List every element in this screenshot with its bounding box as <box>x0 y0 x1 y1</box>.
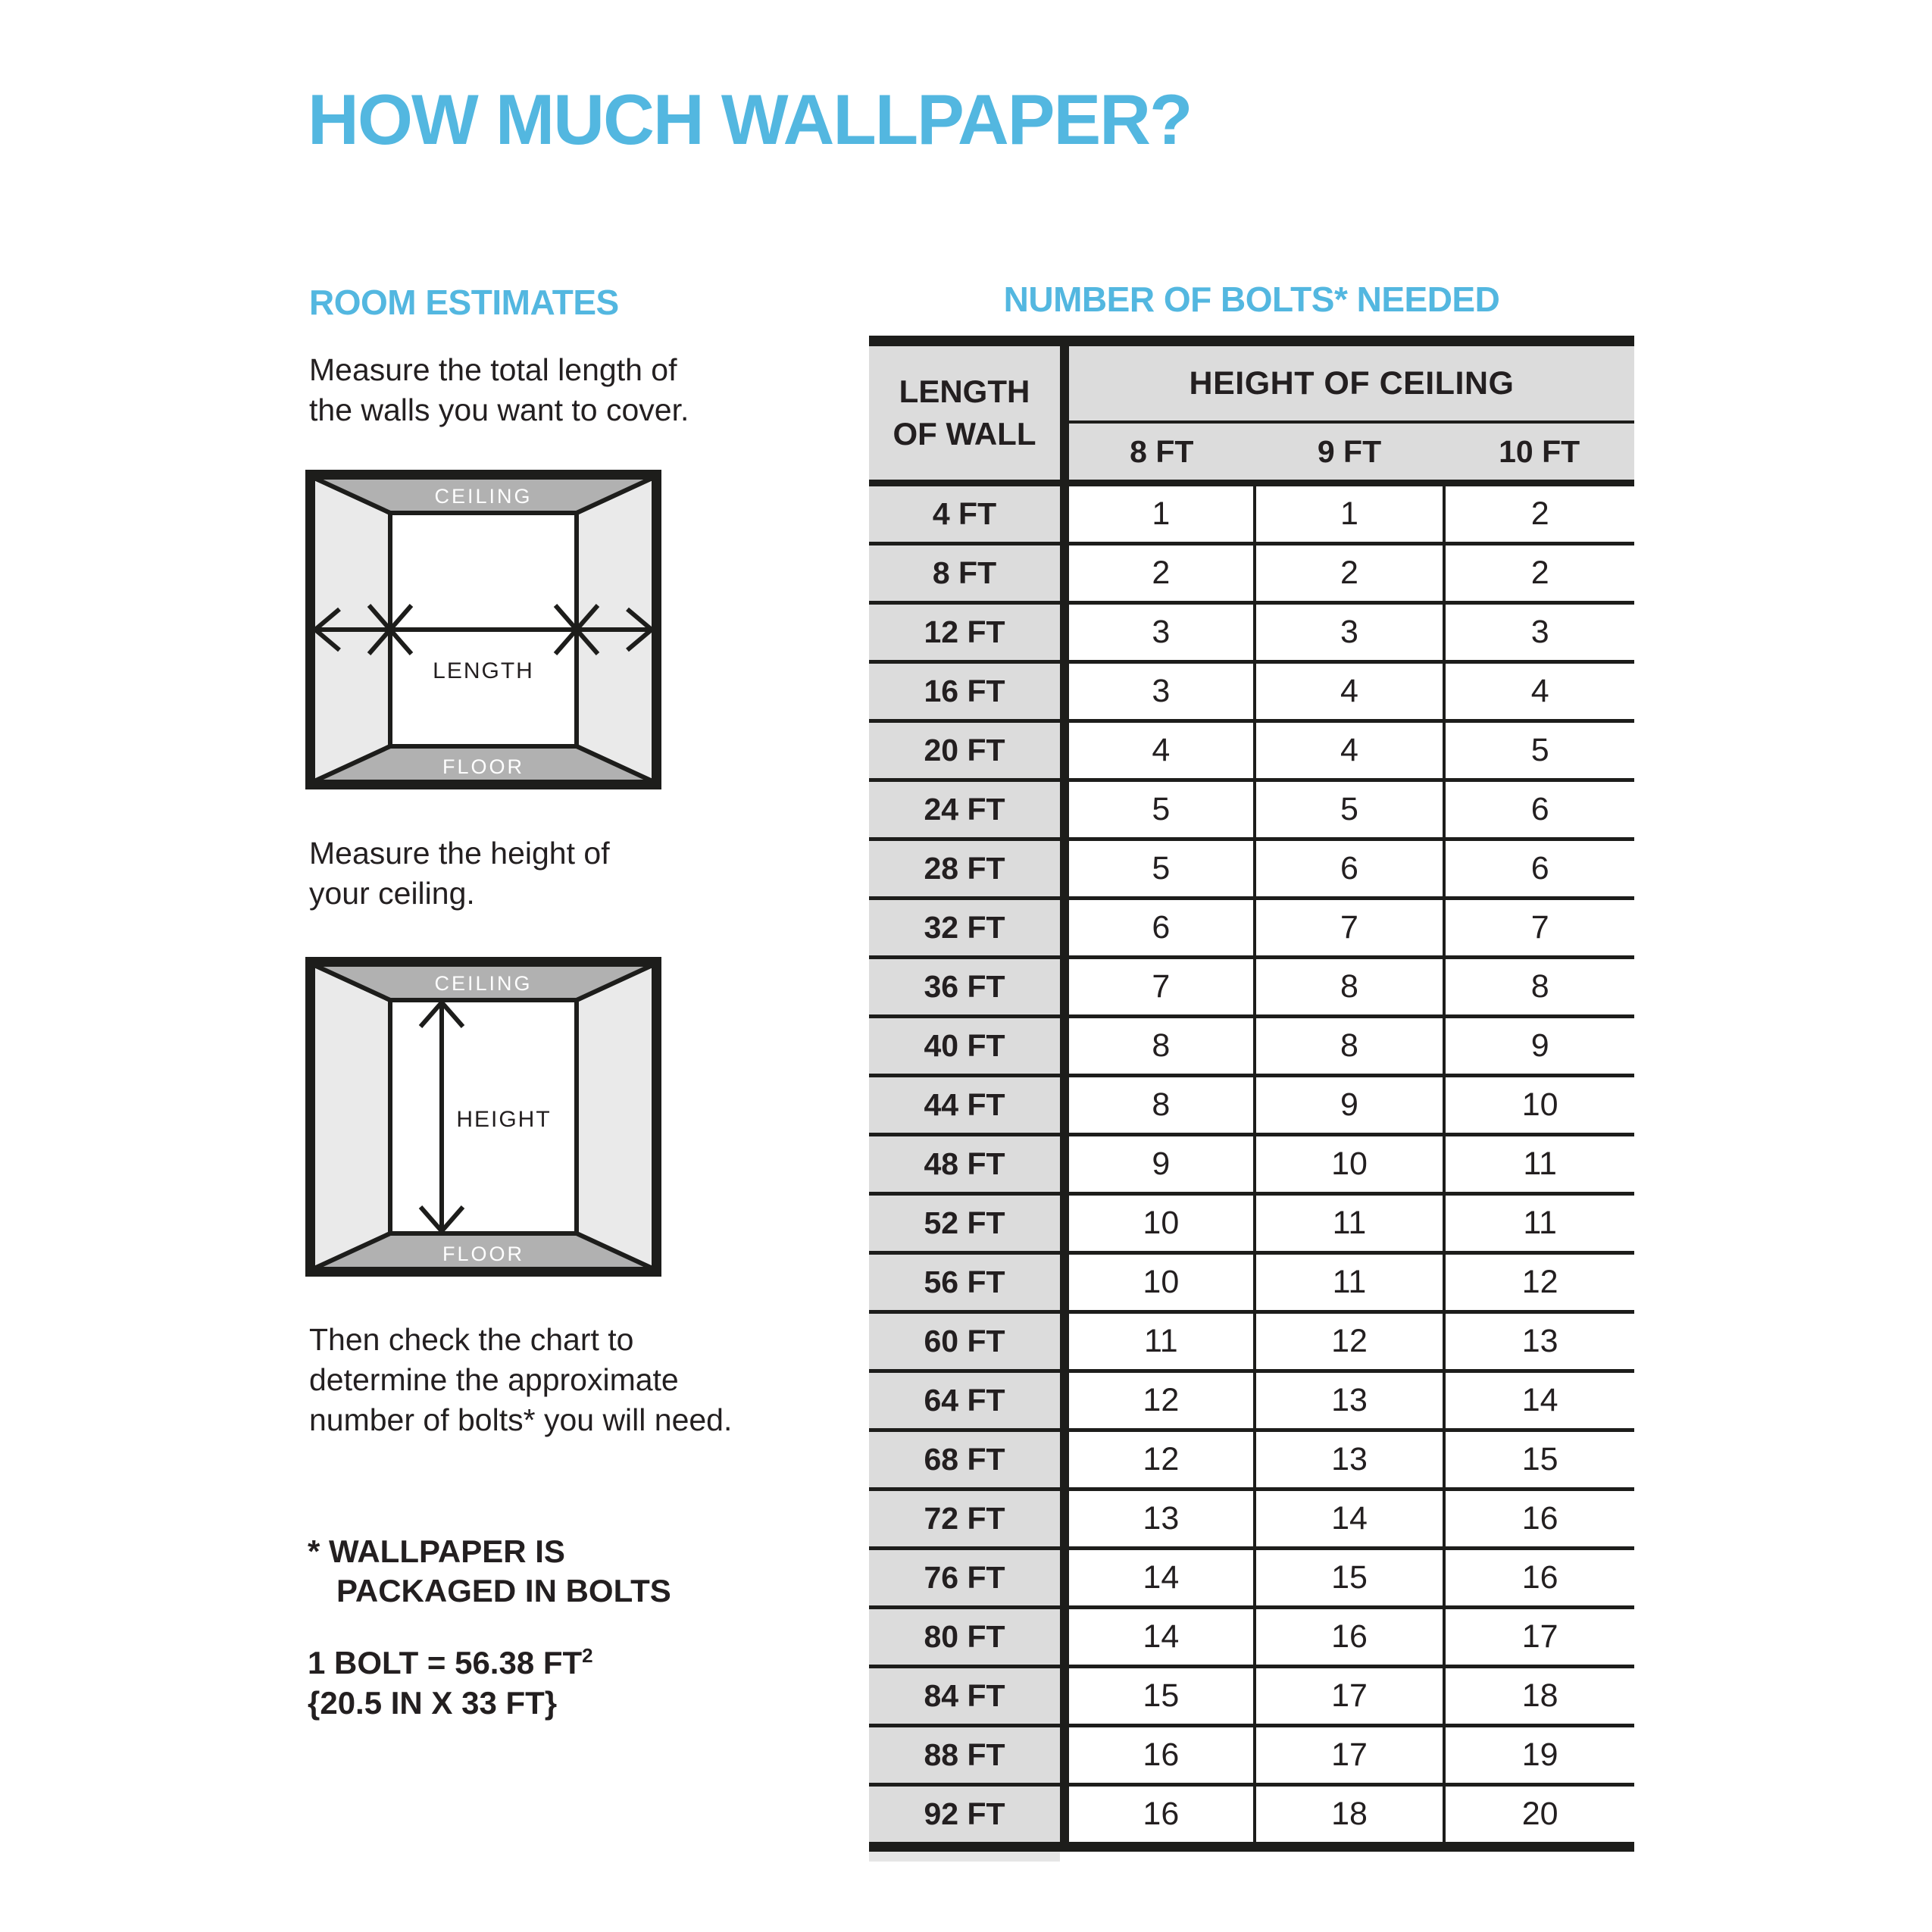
bolt-count-cell: 6 <box>1444 780 1634 839</box>
bolt-count-cell: 14 <box>1064 1549 1255 1608</box>
bolt-count-cell: 1 <box>1064 483 1255 544</box>
instruction-measure-height <box>309 833 610 914</box>
bolt-count-cell: 2 <box>1064 544 1255 603</box>
wall-length-cell: 72 FT <box>869 1490 1064 1549</box>
instruction-line: Measure the height of <box>309 836 610 871</box>
table-row <box>869 958 1634 1017</box>
wall-length-cell: 48 FT <box>869 1135 1064 1194</box>
table-row <box>869 899 1634 958</box>
bolt-count-cell: 11 <box>1064 1312 1255 1371</box>
instruction-line: your ceiling. <box>309 876 475 911</box>
table-row <box>869 1194 1634 1253</box>
wall-length-cell: 64 FT <box>869 1371 1064 1430</box>
table-row <box>869 1076 1634 1135</box>
instruction-measure-length <box>309 350 689 430</box>
bolt-count-cell: 18 <box>1444 1667 1634 1726</box>
floor-label: FLOOR <box>442 1243 525 1265</box>
wall-length-cell: 80 FT <box>869 1608 1064 1667</box>
table-row <box>869 1430 1634 1490</box>
bolt-count-cell: 11 <box>1444 1135 1634 1194</box>
bolt-count-cell: 15 <box>1064 1667 1255 1726</box>
bolt-count-cell: 12 <box>1255 1312 1445 1371</box>
bolt-count-cell: 5 <box>1255 780 1445 839</box>
table-row <box>869 1785 1634 1847</box>
bolt-count-cell: 17 <box>1255 1726 1445 1785</box>
header-line: LENGTH <box>899 374 1030 409</box>
table-row <box>869 544 1634 603</box>
bolt-count-cell: 11 <box>1444 1194 1634 1253</box>
bolt-count-cell: 9 <box>1444 1017 1634 1076</box>
table-row <box>869 1608 1634 1667</box>
bolt-count-cell: 3 <box>1255 603 1445 662</box>
wall-length-cell: 76 FT <box>869 1549 1064 1608</box>
bolt-count-cell: 8 <box>1444 958 1634 1017</box>
wall-length-cell: 28 FT <box>869 839 1064 899</box>
header-line: OF WALL <box>893 416 1036 452</box>
wall-length-cell: 44 FT <box>869 1076 1064 1135</box>
table-row <box>869 603 1634 662</box>
bolt-count-cell: 5 <box>1064 780 1255 839</box>
ceiling-label: CEILING <box>434 972 533 995</box>
wall-length-cell: 60 FT <box>869 1312 1064 1371</box>
bolts-needed-table <box>869 336 1634 1852</box>
bolt-count-cell: 8 <box>1255 958 1445 1017</box>
table-row <box>869 1253 1634 1312</box>
bolt-count-cell: 15 <box>1255 1549 1445 1608</box>
bolt-count-cell: 19 <box>1444 1726 1634 1785</box>
bolt-count-cell: 1 <box>1255 483 1445 544</box>
table-row <box>869 1549 1634 1608</box>
bolt-count-cell: 2 <box>1255 544 1445 603</box>
column-header-9ft: 9 FT <box>1255 422 1445 483</box>
wall-length-cell: 52 FT <box>869 1194 1064 1253</box>
bolt-count-cell: 13 <box>1064 1490 1255 1549</box>
instruction-line: Measure the total length of <box>309 352 677 387</box>
table-row <box>869 1490 1634 1549</box>
wall-length-cell: 40 FT <box>869 1017 1064 1076</box>
height-label: HEIGHT <box>456 1107 552 1132</box>
bolts-footnote <box>308 1532 671 1611</box>
bolts-table-heading: NUMBER OF BOLTS* NEEDED <box>1003 280 1500 319</box>
bolt-count-cell: 7 <box>1255 899 1445 958</box>
bolts-table-container <box>869 336 1634 1862</box>
bolt-count-cell: 8 <box>1255 1017 1445 1076</box>
bolt-count-cell: 7 <box>1064 958 1255 1017</box>
bolt-equation <box>308 1643 593 1683</box>
bolt-count-cell: 4 <box>1064 721 1255 780</box>
bolt-count-cell: 16 <box>1064 1785 1255 1847</box>
wall-length-cell: 56 FT <box>869 1253 1064 1312</box>
bolt-count-cell: 11 <box>1255 1253 1445 1312</box>
bolt-size-info <box>308 1643 593 1723</box>
bolt-count-cell: 17 <box>1444 1608 1634 1667</box>
bolt-count-cell: 15 <box>1444 1430 1634 1490</box>
footnote-line: PACKAGED IN BOLTS <box>336 1573 671 1608</box>
bolt-count-cell: 2 <box>1444 544 1634 603</box>
table-row <box>869 839 1634 899</box>
bolts-table-body <box>869 483 1634 1847</box>
bolt-count-cell: 14 <box>1064 1608 1255 1667</box>
bolt-count-cell: 3 <box>1064 603 1255 662</box>
bolt-count-cell: 13 <box>1255 1430 1445 1490</box>
column-header-10ft: 10 FT <box>1444 422 1634 483</box>
table-row <box>869 1312 1634 1371</box>
bolt-count-cell: 16 <box>1255 1608 1445 1667</box>
room-estimates-heading: ROOM ESTIMATES <box>309 283 619 322</box>
bolt-count-cell: 12 <box>1064 1430 1255 1490</box>
bolt-count-cell: 12 <box>1444 1253 1634 1312</box>
bolt-count-cell: 9 <box>1255 1076 1445 1135</box>
wall-length-cell: 20 FT <box>869 721 1064 780</box>
bolt-count-cell: 14 <box>1255 1490 1445 1549</box>
wall-length-cell: 84 FT <box>869 1667 1064 1726</box>
bolt-count-cell: 13 <box>1255 1371 1445 1430</box>
page-title: HOW MUCH WALLPAPER? <box>308 80 1192 159</box>
bolt-count-cell: 16 <box>1064 1726 1255 1785</box>
floor-label: FLOOR <box>442 755 525 778</box>
length-of-wall-header <box>869 341 1064 483</box>
wall-length-cell: 88 FT <box>869 1726 1064 1785</box>
bolt-count-cell: 3 <box>1444 603 1634 662</box>
wall-length-cell: 68 FT <box>869 1430 1064 1490</box>
wall-length-cell: 92 FT <box>869 1785 1064 1847</box>
instruction-line: determine the approximate <box>309 1362 679 1397</box>
bolts-table-header <box>869 341 1634 483</box>
instruction-line: Then check the chart to <box>309 1322 634 1357</box>
table-row <box>869 483 1634 544</box>
wall-length-cell: 16 FT <box>869 662 1064 721</box>
length-label: LENGTH <box>433 658 534 683</box>
bolt-count-cell: 2 <box>1444 483 1634 544</box>
bolt-count-cell: 10 <box>1255 1135 1445 1194</box>
table-row <box>869 1667 1634 1726</box>
bolt-count-cell: 4 <box>1255 662 1445 721</box>
table-row <box>869 1017 1634 1076</box>
bolt-count-cell: 16 <box>1444 1490 1634 1549</box>
left-wall-shape <box>313 964 390 1269</box>
bolt-count-cell: 10 <box>1444 1076 1634 1135</box>
bolt-count-cell: 8 <box>1064 1017 1255 1076</box>
bolt-count-cell: 11 <box>1255 1194 1445 1253</box>
bolt-count-cell: 5 <box>1064 839 1255 899</box>
bolt-count-cell: 20 <box>1444 1785 1634 1847</box>
wall-length-cell: 12 FT <box>869 603 1064 662</box>
table-row <box>869 721 1634 780</box>
table-gray-tail <box>869 1852 1060 1862</box>
bolt-count-cell: 12 <box>1064 1371 1255 1430</box>
bolt-count-cell: 18 <box>1255 1785 1445 1847</box>
squared-superscript: 2 <box>582 1644 593 1667</box>
bolt-count-cell: 5 <box>1444 721 1634 780</box>
instruction-line: the walls you want to cover. <box>309 392 689 427</box>
table-row <box>869 780 1634 839</box>
table-row <box>869 1135 1634 1194</box>
wall-length-cell: 24 FT <box>869 780 1064 839</box>
room-height-diagram <box>305 957 661 1277</box>
instruction-check-chart <box>309 1320 732 1440</box>
bolt-count-cell: 8 <box>1064 1076 1255 1135</box>
bolt-count-cell: 10 <box>1064 1253 1255 1312</box>
bolt-count-cell: 6 <box>1444 839 1634 899</box>
column-header-8ft: 8 FT <box>1064 422 1255 483</box>
bolt-count-cell: 6 <box>1064 899 1255 958</box>
room-length-diagram <box>305 470 661 789</box>
bolt-count-cell: 4 <box>1255 721 1445 780</box>
table-row <box>869 662 1634 721</box>
bolt-equation-text: 1 BOLT = 56.38 FT <box>308 1645 583 1680</box>
wall-length-cell: 8 FT <box>869 544 1064 603</box>
bolt-count-cell: 10 <box>1064 1194 1255 1253</box>
bolt-count-cell: 17 <box>1255 1667 1445 1726</box>
right-wall-shape <box>577 964 654 1269</box>
bolt-count-cell: 16 <box>1444 1549 1634 1608</box>
bolt-count-cell: 7 <box>1444 899 1634 958</box>
wall-length-cell: 4 FT <box>869 483 1064 544</box>
bolt-count-cell: 13 <box>1444 1312 1634 1371</box>
bolt-count-cell: 14 <box>1444 1371 1634 1430</box>
instruction-line: number of bolts* you will need. <box>309 1402 733 1437</box>
bolt-count-cell: 6 <box>1255 839 1445 899</box>
bolt-count-cell: 9 <box>1064 1135 1255 1194</box>
bolt-dimensions: {20.5 IN X 33 FT} <box>308 1685 558 1721</box>
table-row <box>869 1371 1634 1430</box>
ceiling-label: CEILING <box>434 485 533 508</box>
footnote-line: * WALLPAPER IS <box>308 1533 565 1569</box>
wall-length-cell: 36 FT <box>869 958 1064 1017</box>
bolt-count-cell: 4 <box>1444 662 1634 721</box>
table-row <box>869 1726 1634 1785</box>
wall-length-cell: 32 FT <box>869 899 1064 958</box>
bolt-count-cell: 3 <box>1064 662 1255 721</box>
height-of-ceiling-header: HEIGHT OF CEILING <box>1064 341 1634 422</box>
